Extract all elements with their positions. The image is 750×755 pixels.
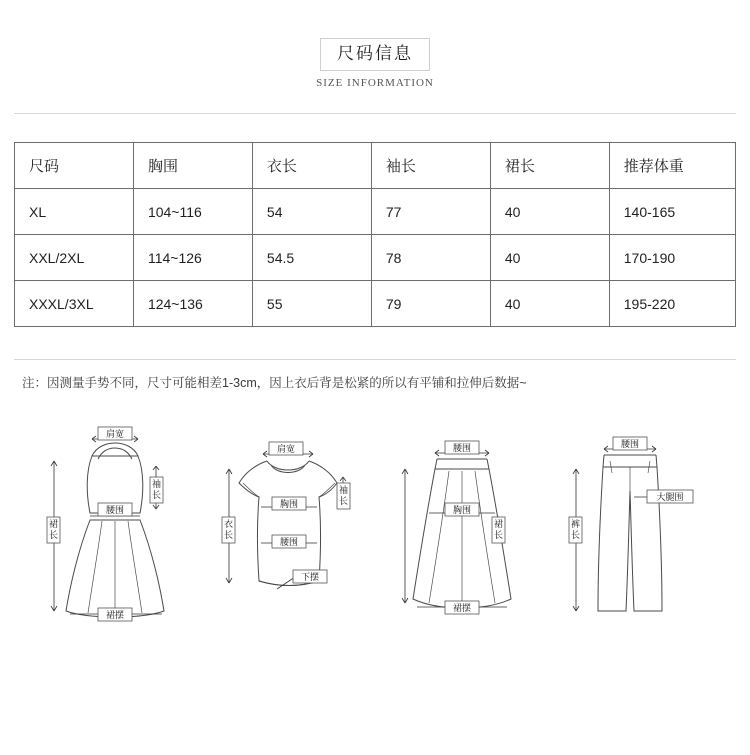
svg-text:裙: 裙 — [493, 519, 503, 530]
garment-diagrams — [0, 421, 750, 641]
table-header-cell: 衣长 — [252, 143, 371, 189]
svg-text:腰围: 腰围 — [620, 439, 639, 450]
dress-illustration — [30, 421, 200, 641]
table-header-cell: 推荐体重 — [609, 143, 735, 189]
svg-text:胸围: 胸围 — [452, 505, 471, 516]
size-table — [14, 142, 736, 327]
figure-skirt — [377, 421, 547, 641]
table-cell: 170-190 — [609, 235, 735, 281]
table-cell: 77 — [371, 189, 490, 235]
page-title: 尺码信息 — [320, 38, 430, 71]
svg-text:大腿围: 大腿围 — [656, 492, 684, 503]
svg-text:袖: 袖 — [339, 485, 349, 496]
svg-text:腰围: 腰围 — [452, 443, 471, 454]
page-subtitle: SIZE INFORMATION — [316, 77, 434, 90]
table-cell: 54.5 — [252, 235, 371, 281]
size-table-section — [0, 113, 750, 360]
svg-text:腰围: 腰围 — [280, 537, 299, 548]
table-cell: XXXL/3XL — [15, 281, 134, 327]
table-cell: XL — [15, 189, 134, 235]
table-cell: 140-165 — [609, 189, 735, 235]
table-row — [15, 281, 736, 327]
table-cell: 78 — [371, 235, 490, 281]
svg-text:裙摆: 裙摆 — [452, 603, 471, 614]
svg-text:长: 长 — [339, 496, 349, 507]
table-cell: 124~136 — [133, 281, 252, 327]
table-header-cell: 袖长 — [371, 143, 490, 189]
svg-text:袖: 袖 — [151, 479, 162, 490]
skirt-illustration — [377, 421, 547, 641]
svg-text:裙摆: 裙摆 — [105, 610, 125, 621]
table-header-row — [15, 143, 736, 189]
table-cell: 40 — [490, 189, 609, 235]
table-header-cell: 尺码 — [15, 143, 134, 189]
svg-text:腰围: 腰围 — [105, 505, 125, 516]
svg-text:裙: 裙 — [48, 519, 59, 530]
pants-illustration — [550, 421, 720, 641]
table-row — [15, 189, 736, 235]
svg-text:长: 长 — [48, 530, 59, 541]
figure-top — [203, 421, 373, 641]
table-cell: 114~126 — [133, 235, 252, 281]
table-header-cell: 胸围 — [133, 143, 252, 189]
svg-text:衣: 衣 — [224, 519, 234, 530]
table-cell: 54 — [252, 189, 371, 235]
page-header — [0, 0, 750, 89]
svg-text:长: 长 — [151, 490, 162, 501]
top-illustration — [203, 421, 373, 641]
table-cell: 40 — [490, 281, 609, 327]
measurement-note: 注：因测量手势不同，尺寸可能相差1-3cm，因上衣后背是松紧的所以有平铺和拉伸后数据~ — [22, 376, 527, 391]
svg-text:肩宽: 肩宽 — [105, 429, 125, 440]
table-cell: 55 — [252, 281, 371, 327]
svg-text:下摆: 下摆 — [301, 572, 320, 583]
table-cell: 195-220 — [609, 281, 735, 327]
divider-top — [14, 113, 736, 114]
table-row — [15, 235, 736, 281]
figure-pants — [550, 421, 720, 641]
table-cell: 104~116 — [133, 189, 252, 235]
table-cell: 40 — [490, 235, 609, 281]
table-cell: XXL/2XL — [15, 235, 134, 281]
svg-text:肩宽: 肩宽 — [277, 444, 296, 455]
svg-text:裤: 裤 — [570, 519, 580, 530]
table-header-cell: 裙长 — [490, 143, 609, 189]
figure-dress — [30, 421, 200, 641]
svg-text:长: 长 — [570, 530, 580, 541]
svg-text:长: 长 — [493, 530, 503, 541]
table-cell: 79 — [371, 281, 490, 327]
svg-text:胸围: 胸围 — [280, 499, 299, 510]
svg-text:长: 长 — [224, 530, 234, 541]
